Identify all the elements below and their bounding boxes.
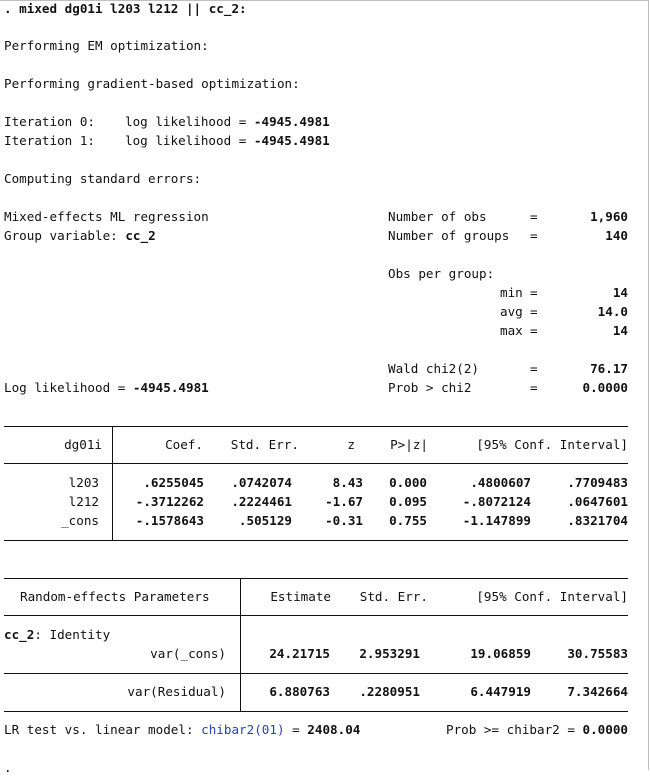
ci-high-cell: .7709483 <box>567 475 628 490</box>
coef-cell: -.1578643 <box>135 513 204 528</box>
z-cell: -0.31 <box>325 513 363 528</box>
col-header-estimate: Estimate <box>270 589 331 604</box>
iteration-label: Iteration 0: <box>4 114 95 129</box>
log-likelihood <box>4 378 209 397</box>
lr-prob-label: Prob >= chibar2 = <box>446 722 583 737</box>
z-cell: 8.43 <box>332 475 363 490</box>
random-params-header: Random-effects Parameters <box>20 589 210 604</box>
table-rule <box>4 711 628 712</box>
table-rule <box>4 426 628 427</box>
ci-low-cell: -1.147899 <box>462 513 531 528</box>
em-message: Performing EM optimization: <box>4 38 209 53</box>
nobs-value: 1,960 <box>590 209 628 224</box>
col-header-ci: [95% Conf. Interval] <box>476 437 628 452</box>
eq-sign: = <box>530 285 538 300</box>
gradient-message: Performing gradient-based optimization: <box>4 76 300 91</box>
ngroups-label: Number of groups <box>388 228 510 243</box>
eq-sign: = <box>530 209 538 224</box>
estimate-cell: 6.880763 <box>269 684 330 699</box>
ll-label: Log likelihood = <box>4 380 133 395</box>
table-rule <box>4 615 628 616</box>
model-title: Mixed-effects ML regression <box>4 209 209 224</box>
stderr-cell: .0742074 <box>231 475 292 490</box>
row-label: var(_cons) <box>150 646 226 661</box>
ci-high-cell: .8321704 <box>567 513 628 528</box>
col-header-ci: [95% Conf. Interval] <box>476 589 628 604</box>
iteration-value: -4945.4981 <box>253 133 330 148</box>
stderr-cell: .505129 <box>238 513 292 528</box>
row-label: l212 <box>68 494 99 509</box>
wald-value: 76.17 <box>590 361 628 376</box>
group-label: Group variable: <box>4 228 126 243</box>
ci-low-cell: 6.447919 <box>470 684 531 699</box>
group-structure: : Identity <box>34 627 111 642</box>
table-divider <box>240 578 241 711</box>
random-group-label <box>4 625 110 644</box>
iteration-value: -4945.4981 <box>253 114 330 129</box>
p-cell: 0.755 <box>389 513 427 528</box>
command-line: . mixed dg01i l203 l212 || cc_2: <box>4 1 247 16</box>
min-label: min <box>500 285 523 300</box>
nobs-label: Number of obs <box>388 209 487 224</box>
iteration-text <box>125 112 330 131</box>
min-value: 14 <box>612 285 628 300</box>
coef-cell: -.3712262 <box>135 494 204 509</box>
iteration-label: Iteration 1: <box>4 133 95 148</box>
obs-per-group-label: Obs per group: <box>388 266 495 281</box>
coef-cell: .6255045 <box>143 475 204 490</box>
prob-label: Prob > chi2 <box>388 380 472 395</box>
estimate-cell: 24.21715 <box>269 646 330 661</box>
group-name: cc_2 <box>4 627 35 642</box>
group-variable <box>4 226 156 245</box>
ci-high-cell: 7.342664 <box>567 684 628 699</box>
max-label: max <box>500 323 523 338</box>
col-header-p: P>|z| <box>390 437 428 452</box>
lr-stat: 2408.04 <box>307 722 361 737</box>
prob-value: 0.0000 <box>582 380 628 395</box>
z-cell: -1.67 <box>325 494 363 509</box>
table-rule <box>4 673 628 674</box>
iteration-text <box>125 131 330 150</box>
eq-sign: = <box>530 304 538 319</box>
stderr-cell: 2.953291 <box>359 646 420 661</box>
table-rule <box>4 540 628 541</box>
p-cell: 0.000 <box>389 475 427 490</box>
lr-test <box>4 720 360 739</box>
avg-value: 14.0 <box>597 304 628 319</box>
col-header-z: z <box>347 437 355 452</box>
table-rule <box>4 463 628 464</box>
ci-low-cell: .4800607 <box>470 475 531 490</box>
table-divider <box>112 426 113 540</box>
eq-sign: = <box>530 323 538 338</box>
lr-prob <box>380 720 628 739</box>
p-cell: 0.095 <box>389 494 427 509</box>
row-label: _cons <box>61 513 99 528</box>
ci-low-cell: 19.06859 <box>470 646 531 661</box>
avg-label: avg <box>500 304 523 319</box>
eq-sign: = <box>530 361 538 376</box>
iteration-desc: log likelihood = <box>125 133 254 148</box>
eq-sign: = <box>530 228 538 243</box>
lr-eq: = <box>284 722 308 737</box>
max-value: 14 <box>612 323 628 338</box>
lr-prob-value: 0.0000 <box>582 722 628 737</box>
se-message: Computing standard errors: <box>4 171 202 186</box>
stderr-cell: .2280951 <box>359 684 420 699</box>
ci-low-cell: -.8072124 <box>462 494 531 509</box>
table-rule <box>4 578 628 579</box>
group-var: cc_2 <box>125 228 156 243</box>
ngroups-value: 140 <box>605 228 628 243</box>
eq-sign: = <box>530 380 538 395</box>
ci-high-cell: 30.75583 <box>567 646 628 661</box>
col-header-stderr: Std. Err. <box>230 437 299 452</box>
depvar-label: dg01i <box>64 437 102 452</box>
chibar-link[interactable]: chibar2(01) <box>201 722 285 737</box>
prompt: . <box>4 760 12 775</box>
col-header-coef: Coef. <box>165 437 203 452</box>
lr-label: LR test vs. linear model: <box>4 722 202 737</box>
row-label: var(Residual) <box>127 684 226 699</box>
stderr-cell: .2224461 <box>231 494 292 509</box>
col-header-stderr: Std. Err. <box>359 589 428 604</box>
ci-high-cell: .0647601 <box>567 494 628 509</box>
wald-label: Wald chi2(2) <box>388 361 479 376</box>
row-label: l203 <box>68 475 99 490</box>
iteration-desc: log likelihood = <box>125 114 254 129</box>
ll-value: -4945.4981 <box>132 380 209 395</box>
